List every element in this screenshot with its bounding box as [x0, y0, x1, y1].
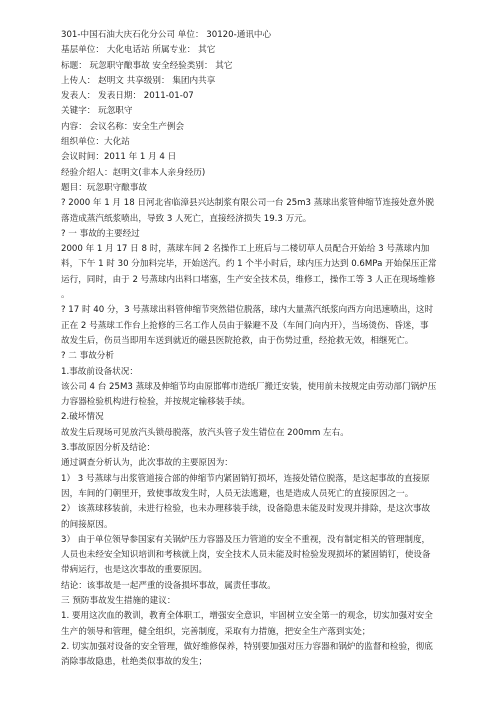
subheading: 2.破坏情况 [61, 412, 104, 423]
section-heading: ? 二 事故分析 [61, 351, 114, 362]
header-line: 经验介绍人：赵明文(非本人亲身经历) [61, 167, 206, 178]
header-line: 上传人： 赵明文 共享级别： 集团内共享 [61, 75, 216, 86]
list-item: 2. 切实加强对设备的安全管理，做好维修保养，特别要加强对压力容器和锅炉的监督和检验，彻底消除事故隐患，杜绝类似事故的发生； [61, 641, 433, 668]
header-line: 基层单位： 大化电话站 所属专业： 其它 [61, 45, 216, 56]
list-item: 1. 要用这次血的教训，教育全体职工，增强安全意识，牢固树立安全第一的观念，切实加强对安全生产的领导和管理，健全组织，完善制度，采取有力措施，把安全生产落到实处； [61, 611, 433, 637]
list-item: 2） 该蒸球移装前，未进行检验，也未办理移装手续，设备隐患未能及时发现并排除，是这次事故的间接原因。 [61, 504, 431, 530]
section-heading: ? 一 事故的主要经过 [61, 228, 140, 239]
header-line: 题目：玩忽职守酿事故 [61, 182, 147, 193]
document-body [61, 28, 437, 670]
subheading: 1.事故前设备状况： [61, 366, 138, 377]
body-paragraph: 2000 年 1 月 17 日 8 时，蒸球车间 2 名操作工上班后与二楼切草人员配合开始给 3 号蒸球内加料，下午 1 时 30 分加料完毕，开始送汽。约 1 个半小时后，球内压力达到 0.6MPa 开始保压正常运行，同时，由于 2 号蒸球内出料口堵塞，生产安全技术员，维修工，操作工等 3 人正在现场维修 。 [61, 244, 437, 301]
list-item: 3） 由于单位领导参国家有关锅炉压力容器及压力管道的安全不重视，没有制定相关的管理制度，人员也未经安全知识培训和考核就上岗，安全技术人员未能及时检验发现损坏的紧固销钉，使设备带病运行，也是这次事故的重要原因。 [61, 534, 431, 576]
header-line: 会议时间：2011 年 1 月 4 日 [61, 152, 177, 163]
body-paragraph: ? 2000 年 1 月 18 日河北省临漳县兴达制浆有限公司一台 25m3 蒸球出浆管伸缩节连接处意外脱落造成蒸汽纸浆喷出，导致 3 人死亡，直接经济损失 19.3 万元。 [61, 198, 435, 224]
body-paragraph: 结论：该事故是一起严重的设备损坏事故，属责任事故。 [61, 580, 276, 591]
header-line: 发表人： 发表日期： 2011-01-07 [61, 91, 194, 102]
body-paragraph: 故发生后现场可见放汽头锁母脱落，放汽头管子发生错位在 200mm 左右。 [61, 427, 349, 438]
header-line: 301-中国石油大庆石化分公司 单位： 30120-通讯中心 [61, 30, 272, 40]
header-line: 组织单位：大化站 [61, 137, 130, 148]
body-paragraph: 通过调查分析认为，此次事故的主要原因为： [61, 458, 233, 469]
header-line: 关键字： 玩忽职守 [61, 106, 133, 117]
section-heading: 三 预防事故发生措施的建议： [61, 595, 176, 606]
header-line: 内容： 会议名称：安全生产例会 [61, 121, 185, 132]
subheading: 3.事故原因分析及结论： [61, 443, 156, 454]
body-paragraph: 该公司 4 台 25M3 蒸球及伸缩节均由原邯郸市造纸厂搬迁安装，使用前未按规定由劳动部门锅炉压力容器检验机构进行检验，并按规定输移装手续。 [61, 381, 437, 408]
list-item: 1） 3 号蒸球与出浆管道接合部的伸缩节内紧固销钉损坏，连接处错位脱落，是这起事故的直接原因，车间的门朝里开，致使事故发生时，人员无法逃避，也是造成人员死亡的直接原因之一。 [61, 473, 430, 499]
body-paragraph: ? 17 时 40 分，3 号蒸球出料管伸缩节突然错位脱落，球内大量蒸汽纸浆向西方向迅速喷出，这时正在 2 号蒸球工作台上抢修的三名工作人员由于躲避不及（车间门向内开），当场烫伤、昏迷，事故发生后，伤员当即用车送到就近的磁县医院抢救，由于伤势过重，经抢救无效，相继死亡。 [61, 305, 434, 346]
header-line: 标题： 玩忽职守酿事故 安全经验类别： 其它 [61, 60, 233, 71]
